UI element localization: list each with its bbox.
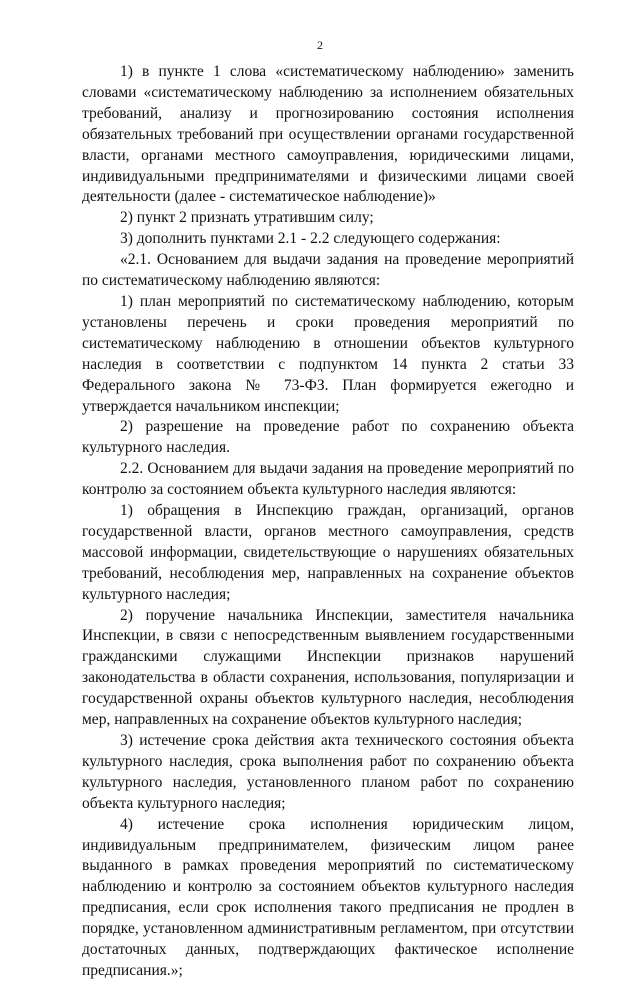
paragraph-2-2-item-3: 3) истечение срока действия акта технического состояния объекта культурного наследия, срока выполнения работ по сохранению объекта культурного наследия, установленного планом работ по сохранению объекта культурного наследия; — [82, 732, 574, 812]
paragraph-2-1-item-1: 1) план мероприятий по систематическому наблюдению, которым установлены перечень и сроки проведения мероприятий по систематическому наблюдению в отношении объектов культурного наследия в соответствии с подпунктом 14 пункта 2 статьи 33 Федерального закона № 73-ФЗ. План формируется ежегодно и утверждается начальником инспекции; — [82, 292, 574, 415]
paragraph-2-2-item-2: 2) поручение начальника Инспекции, заместителя начальника Инспекции, в связи с непосредственным выявлением государственными гражданскими служащими Инспекции признаков нарушений законодательства в области сохранения, использования, популяризации и государственной охраны объектов культурного наследия, несоблюдения мер, направленных на сохранение объектов культурного наследия; — [82, 606, 574, 729]
paragraph-2-1-item-2: 2) разрешение на проведение работ по сохранению объекта культурного наследия. — [82, 418, 574, 457]
paragraph-item-1-amendment: 1) в пункте 1 слова «систематическому наблюдению» заменить словами «систематическому наблюдению за исполнением обязательных требований, анализу и прогнозированию состояния исполнения обязательных требований при осуществлении органами государственной власти, органами местного самоуправления, юридическими лицами, индивидуальными предпринимателями и физическими лицами своей деятельности (далее - систематическое наблюдение)» — [82, 63, 574, 206]
paragraph-2-1-heading: «2.1. Основанием для выдачи задания на проведение мероприятий по систематическому наблюдению являются: — [82, 251, 574, 290]
paragraph-2-2-heading: 2.2. Основанием для выдачи задания на проведение мероприятий по контролю за состоянием объекта культурного наследия являются: — [82, 460, 574, 499]
paragraph-item-3-addition: 3) дополнить пунктами 2.1 - 2.2 следующего содержания: — [120, 230, 501, 248]
page-number: 2 — [317, 38, 323, 52]
document-body — [82, 62, 574, 982]
paragraph-item-2-repeal: 2) пункт 2 признать утратившим силу; — [120, 209, 374, 227]
paragraph-2-2-item-4: 4) истечение срока исполнения юридическим лицом, индивидуальным предпринимателем, физическим лицом ранее выданного в рамках проведения мероприятий по систематическому наблюдению и контролю за состоянием объектов культурного наследия предписания, если срок исполнения такого предписания не продлен в порядке, установленном административным регламентом, при отсутствии достаточных данных, подтверждающих фактическое исполнение предписания.»; — [82, 815, 574, 979]
paragraph-2-2-item-1: 1) обращения в Инспекцию граждан, организаций, органов государственной власти, органов местного самоуправления, средств массовой информации, свидетельствующие о нарушениях обязательных требований, несоблюдения мер, направленных на сохранение объектов культурного наследия; — [82, 502, 574, 603]
